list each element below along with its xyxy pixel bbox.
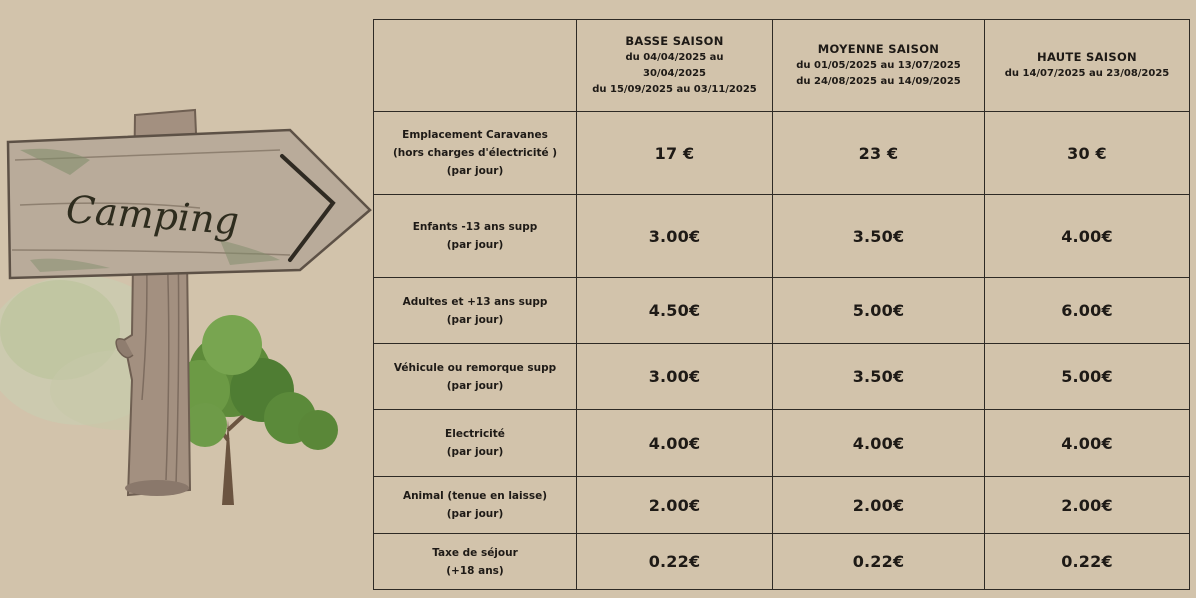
price-cell: 17 € — [577, 112, 773, 195]
table-row — [374, 344, 1190, 410]
tree-icon — [170, 315, 338, 505]
row-label: Adultes et +13 ans supp — [402, 295, 548, 308]
price-cell: 4.00€ — [577, 410, 773, 477]
row-label: (par jour) — [446, 313, 504, 326]
price-cell: 0.22€ — [985, 534, 1190, 590]
row-label: (par jour) — [446, 165, 504, 177]
table-header-row — [374, 20, 1190, 112]
row-label: (par jour) — [446, 508, 504, 520]
row-label: (par jour) — [446, 379, 504, 392]
row-label-cell — [374, 278, 577, 344]
camping-sign-drawing — [0, 100, 380, 530]
season-name: MOYENNE SAISON — [817, 41, 940, 56]
price-cell: 0.22€ — [577, 534, 773, 590]
table-row — [374, 477, 1190, 534]
row-label: (par jour) — [446, 446, 504, 458]
season-date: du 01/05/2025 au 13/07/2025 — [796, 59, 961, 71]
row-label: Animal (tenue en laisse) — [402, 490, 548, 502]
season-date: 30/04/2025 — [643, 67, 706, 79]
price-cell: 2.00€ — [985, 477, 1190, 534]
row-label: Véhicule ou remorque supp — [393, 361, 557, 374]
row-label-cell — [374, 344, 577, 410]
price-cell: 30 € — [985, 112, 1190, 195]
camping-sign-illustration — [0, 100, 380, 530]
season-date: du 04/04/2025 au — [625, 51, 724, 63]
row-label: (hors charges d'électricité ) — [392, 147, 558, 159]
price-cell: 4.00€ — [773, 410, 985, 477]
price-cell: 3.50€ — [773, 344, 985, 410]
header-season-mid — [773, 20, 985, 112]
table-row — [374, 410, 1190, 477]
price-cell: 5.00€ — [985, 344, 1190, 410]
price-cell: 23 € — [773, 112, 985, 195]
header-season-low — [577, 20, 773, 112]
row-label: (par jour) — [446, 239, 504, 251]
table-row — [374, 112, 1190, 195]
season-name: BASSE SAISON — [625, 33, 724, 48]
table-row — [374, 534, 1190, 590]
price-cell: 5.00€ — [773, 278, 985, 344]
price-cell: 0.22€ — [773, 534, 985, 590]
row-label: Taxe de séjour — [432, 546, 518, 559]
table-row — [374, 195, 1190, 278]
season-date: du 24/08/2025 au 14/09/2025 — [796, 75, 961, 87]
header-empty-cell — [374, 20, 577, 112]
row-label-cell — [374, 534, 577, 590]
price-cell: 4.00€ — [985, 195, 1190, 278]
season-date: du 15/09/2025 au 03/11/2025 — [592, 83, 757, 95]
row-label: Electricité — [445, 428, 505, 440]
season-name: HAUTE SAISON — [1037, 49, 1137, 64]
sign-text: Camping — [64, 187, 241, 244]
row-label: Enfants -13 ans supp — [412, 221, 538, 233]
table-row — [374, 278, 1190, 344]
row-label-cell — [374, 112, 577, 195]
price-cell: 3.00€ — [577, 344, 773, 410]
price-cell: 4.50€ — [577, 278, 773, 344]
season-date: du 14/07/2025 au 23/08/2025 — [1004, 67, 1170, 79]
header-season-high — [985, 20, 1190, 112]
row-label-cell — [374, 195, 577, 278]
row-label-cell — [374, 477, 577, 534]
price-cell: 4.00€ — [985, 410, 1190, 477]
price-cell: 3.00€ — [577, 195, 773, 278]
tariff-table — [373, 19, 1190, 590]
row-label: (+18 ans) — [446, 564, 504, 577]
price-cell: 6.00€ — [985, 278, 1190, 344]
price-cell: 2.00€ — [577, 477, 773, 534]
row-label: Emplacement Caravanes — [402, 129, 548, 141]
price-cell: 2.00€ — [773, 477, 985, 534]
price-cell: 3.50€ — [773, 195, 985, 278]
row-label-cell — [374, 410, 577, 477]
